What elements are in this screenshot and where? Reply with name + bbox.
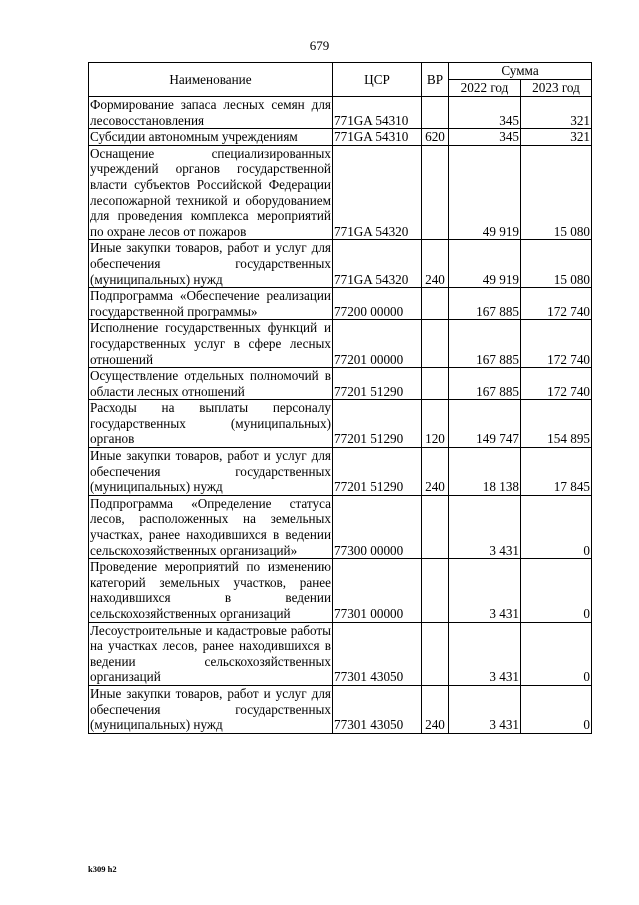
row-csr-cell: 77301 43050 [333,622,422,685]
row-vr-cell [422,495,449,558]
row-2023-cell: 0 [521,685,592,733]
row-name-cell: Иные закупки товаров, работ и услуг для обеспечения государственных (муниципальных) нужд [90,240,331,287]
row-vr-cell: 620 [422,129,449,146]
row-2023-cell: 17 845 [521,448,592,496]
row-2022-cell: 345 [449,97,521,129]
row-2023-cell: 172 740 [521,368,592,400]
row-2022-cell: 3 431 [449,495,521,558]
row-2023-cell: 15 080 [521,240,592,288]
row-name-cell: Подпрограмма «Определение статуса лесов, расположенных на земельных участках, ранее находившихся в ведении сельскохозяйственных организаций» [90,495,331,558]
row-name-cell: Осуществление отдельных полномочий в области лесных отношений [90,368,331,399]
footer-code: k309 h2 [88,864,117,874]
row-csr-cell: 77201 00000 [333,320,422,368]
row-2023-cell: 172 740 [521,320,592,368]
row-name-cell: Иные закупки товаров, работ и услуг для обеспечения государственных (муниципальных) нужд [90,685,331,733]
table-row [89,622,592,685]
row-2022-cell: 149 747 [449,400,521,448]
table-row [89,685,592,733]
row-2022-cell: 167 885 [449,320,521,368]
row-csr-cell: 77300 00000 [333,495,422,558]
header-csr: ЦСР [333,63,422,97]
header-vr: ВР [422,63,449,97]
page-number: 679 [309,38,330,53]
row-vr-cell: 240 [422,685,449,733]
row-vr-cell: 120 [422,400,449,448]
row-2022-cell: 345 [449,129,521,146]
row-csr-cell: 771GA 54310 [333,97,422,129]
row-2023-cell: 0 [521,495,592,558]
row-csr-cell: 77200 00000 [333,288,422,320]
table-row [89,129,592,146]
row-name-cell: Проведение мероприятий по изменению категорий земельных участков, ранее находившихся в ведении сельскохозяйственных организаций [90,559,331,621]
row-vr-cell [422,622,449,685]
row-name-cell: Расходы на выплаты персоналу государственных (муниципальных) органов [90,400,331,447]
table-row [89,288,592,320]
table-header [89,63,592,97]
row-name-cell: Оснащение специализированных учреждений органов государственной власти субъектов Российской Федерации лесопожарной техникой и оборудованием для проведения комплекса мероприятий по охране лесов от пожаров [90,145,331,239]
row-vr-cell [422,145,449,240]
row-vr-cell [422,368,449,400]
row-csr-cell: 77201 51290 [333,448,422,496]
row-vr-cell [422,288,449,320]
row-2023-cell: 321 [521,129,592,146]
budget-table [88,62,592,734]
row-name-cell: Иные закупки товаров, работ и услуг для обеспечения государственных (муниципальных) нужд [90,448,331,495]
row-vr-cell [422,559,449,622]
row-2023-cell: 172 740 [521,288,592,320]
row-2022-cell: 3 431 [449,622,521,685]
row-2022-cell: 167 885 [449,368,521,400]
row-2023-cell: 15 080 [521,145,592,240]
table-row [89,97,592,129]
table-row [89,559,592,622]
table-row [89,448,592,496]
row-vr-cell [422,97,449,129]
row-csr-cell: 771GA 54320 [333,240,422,288]
row-name-cell: Подпрограмма «Обеспечение реализации государственной программы» [90,288,331,319]
row-2023-cell: 154 895 [521,400,592,448]
header-year-2022: 2022 год [449,80,521,97]
row-2023-cell: 0 [521,559,592,622]
row-2022-cell: 49 919 [449,145,521,240]
row-2022-cell: 49 919 [449,240,521,288]
table-row [89,400,592,448]
row-2022-cell: 3 431 [449,685,521,733]
row-2022-cell: 3 431 [449,559,521,622]
row-name-cell: Исполнение государственных функций и государственных услуг в сфере лесных отношений [90,320,331,367]
row-name-cell: Лесоустроительные и кадастровые работы на участках лесов, ранее находившихся в ведении сельскохозяйственных организаций [90,622,331,685]
table-row [89,495,592,558]
row-vr-cell: 240 [422,448,449,496]
row-name-cell: Субсидии автономным учреждениям [89,129,333,146]
row-name-cell: Формирование запаса лесных семян для лесовосстановления [90,97,331,128]
row-2022-cell: 18 138 [449,448,521,496]
row-csr-cell: 77201 51290 [333,400,422,448]
table-row [89,320,592,368]
header-year-2023: 2023 год [521,80,592,97]
row-vr-cell [422,320,449,368]
header-sum: Сумма [449,63,592,80]
row-2023-cell: 0 [521,622,592,685]
row-csr-cell: 771GA 54320 [333,145,422,240]
row-csr-cell: 771GA 54310 [333,129,422,146]
table-row [89,240,592,288]
table-row [89,368,592,400]
table-row [89,145,592,240]
row-csr-cell: 77201 51290 [333,368,422,400]
row-csr-cell: 77301 43050 [333,685,422,733]
row-2023-cell: 321 [521,97,592,129]
row-csr-cell: 77301 00000 [333,559,422,622]
row-2022-cell: 167 885 [449,288,521,320]
row-vr-cell: 240 [422,240,449,288]
header-name: Наименование [89,63,333,97]
table-body [89,97,592,734]
